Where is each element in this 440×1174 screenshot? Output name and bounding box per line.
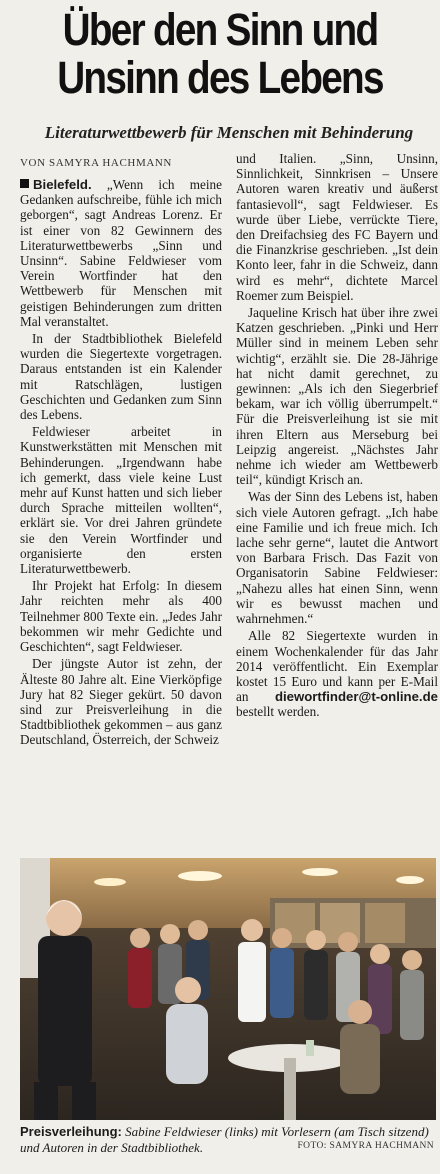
square-bullet-icon (20, 179, 29, 188)
paragraph: Jaqueline Krisch hat über ihre zwei Katzen geschrieben. „Pinki und Herr Müller sind in meinem Leben sehr wichtig“, erzählt sie. Die 28-Jährige hat nicht damit gerechnet, zu gewinnen: „Als ich den Siegerbrief bekam, war ich völlig überrumpelt.“ Für die Preisverleihung ist sie mit ihren Eltern aus Merseburg bei Leipzig angereist. „Nächstes Jahr nehme ich wieder am Wettbewerb teil“, kündigt Krisch an. (236, 305, 438, 488)
byline: VON SAMYRA HACHMANN (20, 157, 172, 169)
caption-lead: Preisverleihung: (20, 1124, 122, 1139)
paragraph: Ihr Projekt hat Erfolg: In diesem Jahr reichten mehr als 400 Teilnehmer 800 Texte ein. „Jedes Jahr bekommen wir mehr Gedichte und Geschichten“, sagt Feldwieser. (20, 578, 222, 655)
paragraph (236, 628, 438, 719)
paragraph-text: bestellt werden. (236, 704, 320, 720)
paragraph (20, 177, 222, 329)
paragraph-text: „Wenn ich meine Gedanken aufschreibe, fühle ich mich geborgen“, sagt Andreas Lorenz. Er ist einer von 82 Gewinnern des Literaturwettbewerbs „Sinn und Unsinn“. Sabine Feldwieser vom Verein Wortfinder hat den Wettbewerb für Menschen mit geistigen Behinderungen zum dritten Mal veranstaltet. (20, 177, 222, 329)
subheadline: Literaturwettbewerb für Menschen mit Behinderung (44, 123, 414, 142)
paragraph: und Italien. „Sinn, Unsinn, Sinnlichkeit, Sinnkrisen – Unsere Autoren waren kreativ und äußerst fantasievoll“, sagt Feldwieser. Es wurde über Liebe, verrückte Tiere, den Dreifachsieg des FC Bayern und die Finanzkrise geschrieben. „Ist dein Konto leer, fahr in die Schweiz, dann wird es mehr“, dichtete Marcel Roemer zum Beispiel. (236, 151, 438, 303)
award-ceremony-photo (20, 858, 436, 1120)
paragraph: Feldwieser arbeitet in Kunstwerkstätten mit Menschen mit Behinderungen. „Irgendwann habe ich gemerkt, dass viele keine Lust mehr auf Kunst hatten und sich lieber durch Sprache mitteilen wollten“, erklärt sie. Vor drei Jahren gründete sie den Verein Wortfinder und organisierte den ersten Literaturwettbewerb. (20, 424, 222, 577)
photo-illustration (20, 858, 436, 1120)
paragraph: Der jüngste Autor ist zehn, der Älteste 80 Jahre alt. Eine Vierköpfige Jury hat 82 Sieger gekürt. 50 davon sind zur Preisverleihung in die Stadtbibliothek gekommen – aus ganz Deutschland, Österreich, der Schweiz (20, 656, 222, 748)
email-address: diewortfinder@t-online.de (274, 689, 438, 705)
headline-line-2: Unsinn des Lebens (57, 52, 383, 103)
column-right (236, 151, 438, 849)
headline-line-1: Über den Sinn und (62, 4, 378, 55)
photo-caption (20, 1124, 436, 1156)
article-body (20, 151, 438, 849)
caption-text: Sabine Feldwieser (links) mit Vorlesern (am Tisch sitzend) und Autoren in der Stadtbibliothek. (20, 1124, 429, 1155)
paragraph-text: Alle 82 Siegertexte wurden in einem Wochenkalender für das Jahr 2014 veröffentlicht. Ein Exemplar kostet 15 Euro und kann per E-Mail an (236, 628, 438, 705)
dateline-place: Bielefeld. (33, 177, 92, 192)
headline (31, 6, 409, 102)
photo-credit: FOTO: SAMYRA HACHMANN (297, 1141, 434, 1151)
paragraph: In der Stadtbibliothek Bielefeld wurden die Siegertexte vorgetragen. Daraus entstanden ist ein Kalender mit Ratschlägen, lustigen Geschichten und Gedanken zum Sinn des Lebens. (20, 331, 222, 423)
paragraph: Was der Sinn des Lebens ist, haben sich viele Autoren gefragt. „Ich habe eine Familie und ich freue mich. Ich lache sehr gerne“, lautet die Antwort von Barbara Frisch. Das Fazit von Organisatorin Sabine Feldwieser: „Nahezu alles hat einen Sinn, wenn wir es bewusst machen und wahrnehmen.“ (236, 489, 438, 627)
column-left (20, 151, 222, 849)
